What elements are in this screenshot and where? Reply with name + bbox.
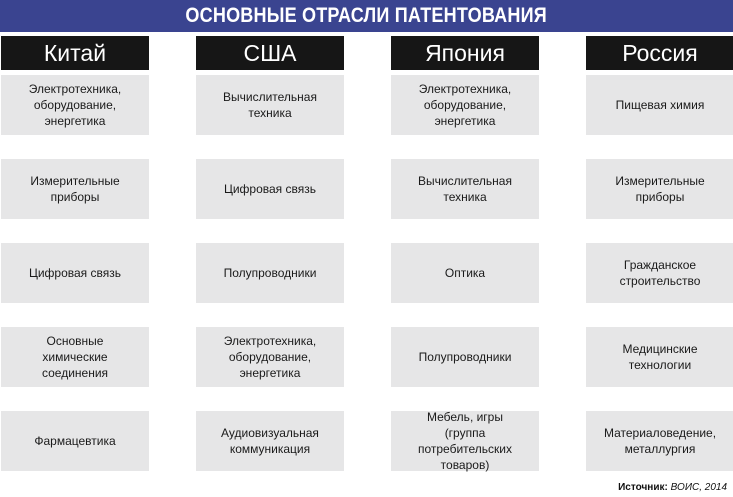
table-cell: Электротехника, оборудование, энергетика (391, 75, 539, 135)
column-header: Япония (391, 36, 539, 70)
table-cell: Полупроводники (196, 243, 344, 303)
table-cell: Медицинские технологии (586, 327, 733, 387)
table-cell: Вычислительная техника (196, 75, 344, 135)
table-cell: Пищевая химия (586, 75, 733, 135)
table-cell: Материаловедение, металлургия (586, 411, 733, 471)
source-label: Источник: (618, 482, 668, 493)
source-value: ВОИС, 2014 (670, 482, 727, 493)
column-usa (196, 36, 344, 456)
table-cell: Электротехника, оборудование, энергетика (1, 75, 149, 135)
column-header: Китай (1, 36, 149, 70)
table-cell: Гражданское строительство (586, 243, 733, 303)
table-cell: Основные химические соединения (1, 327, 149, 387)
table-cell: Фармацевтика (1, 411, 149, 471)
table-cell: Электротехника, оборудование, энергетика (196, 327, 344, 387)
source-note (618, 482, 727, 493)
column-china (1, 36, 149, 448)
table-cell: Вычислительная техника (391, 159, 539, 219)
table-cell: Измерительные приборы (586, 159, 733, 219)
column-japan (391, 36, 539, 472)
table-cell: Цифровая связь (1, 243, 149, 303)
table-cell: Оптика (391, 243, 539, 303)
table-cell: Измерительные приборы (1, 159, 149, 219)
column-russia (586, 36, 733, 456)
table-cell: Мебель, игры (группа потребительских товаров) (391, 411, 539, 471)
table-cell: Полупроводники (391, 327, 539, 387)
page-title: ОСНОВНЫЕ ОТРАСЛИ ПАТЕНТОВАНИЯ (185, 4, 548, 27)
column-header: Россия (586, 36, 733, 70)
table-cell: Цифровая связь (196, 159, 344, 219)
title-banner (0, 0, 733, 32)
table-cell: Аудиовизуальная коммуникация (196, 411, 344, 471)
column-header: США (196, 36, 344, 70)
